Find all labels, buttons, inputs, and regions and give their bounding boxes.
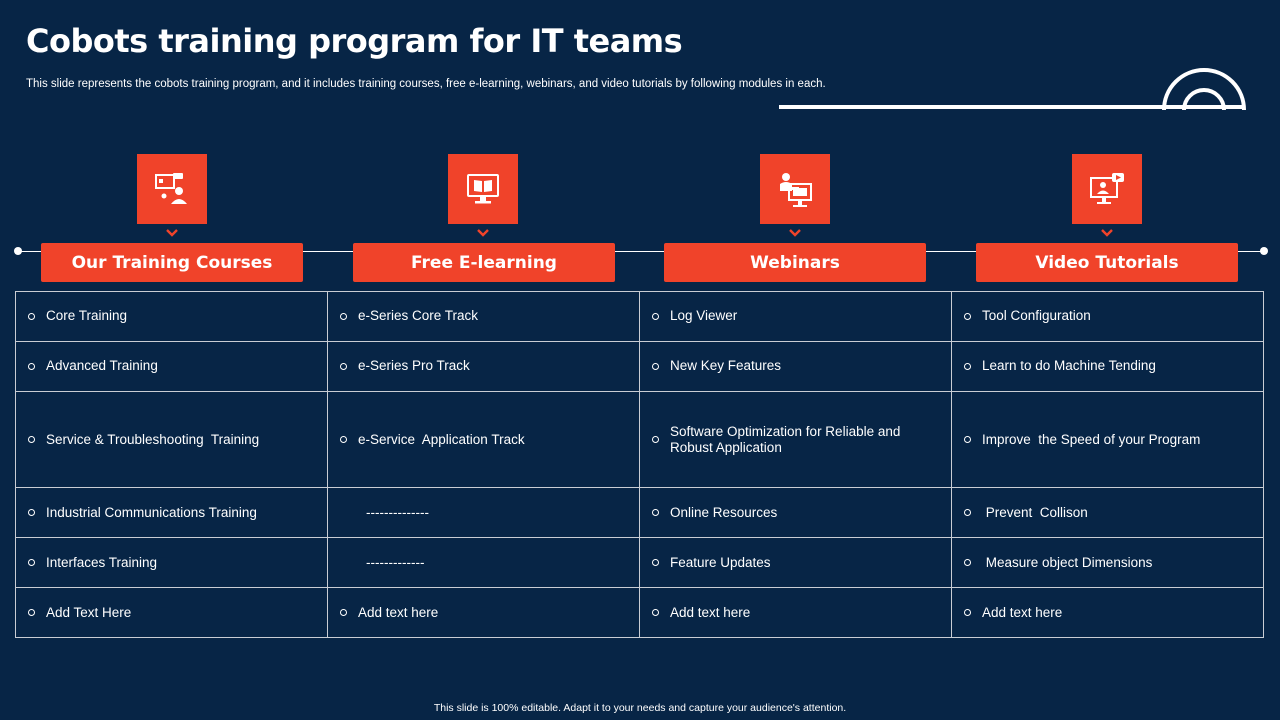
list-item-text: Log Viewer — [670, 308, 738, 324]
table-cell — [328, 341, 640, 391]
e-learning-icon-box — [448, 154, 518, 224]
list-item-text: Core Training — [46, 308, 128, 324]
list-item — [652, 555, 941, 571]
list-item — [340, 358, 629, 374]
table-cell — [328, 488, 640, 538]
list-item-text: Tool Configuration — [982, 308, 1091, 324]
list-item — [28, 605, 317, 621]
list-item-text: Add text here — [982, 604, 1063, 620]
list-item — [28, 555, 317, 571]
slide-subtitle: This slide represents the cobots training program, and it includes training courses, free e-learning, webinars, and video tutorials by following modules in each. — [26, 78, 826, 90]
table-cell — [952, 341, 1264, 391]
list-item-text: e-Series Pro Track — [358, 358, 470, 374]
table-cell — [16, 488, 328, 538]
list-item — [340, 505, 629, 521]
bullet-circle-icon — [340, 363, 347, 370]
semicircle-arc-icon — [1158, 64, 1250, 112]
bullet-circle-icon — [652, 559, 659, 566]
bullet-circle-icon — [28, 363, 35, 370]
list-item-text: Feature Updates — [670, 554, 771, 570]
list-item — [340, 555, 629, 571]
list-item — [28, 308, 317, 324]
bullet-circle-icon — [964, 436, 971, 443]
table-cell — [952, 488, 1264, 538]
table-cell — [328, 588, 640, 638]
list-item-text: Interfaces Training — [46, 554, 158, 570]
list-item — [340, 605, 629, 621]
table-row — [16, 538, 1264, 588]
list-item — [964, 308, 1253, 324]
list-item-text: Online Resources — [670, 504, 778, 520]
bullet-circle-icon — [964, 313, 971, 320]
list-item-text: Industrial Communications Training — [46, 504, 257, 520]
header-webinars: Webinars — [664, 243, 926, 282]
list-item — [964, 555, 1253, 571]
bullet-circle-icon — [340, 313, 347, 320]
table-row — [16, 588, 1264, 638]
chevron-down-icon — [789, 229, 801, 237]
table-cell — [952, 588, 1264, 638]
bullet-circle-icon — [28, 559, 35, 566]
slide-title: Cobots training program for IT teams — [26, 22, 683, 60]
list-item-text: Add Text Here — [46, 604, 132, 620]
table-cell — [640, 588, 952, 638]
list-item-text: Improve the Speed of your Program — [982, 431, 1201, 447]
table-cell — [16, 538, 328, 588]
header-free-e-learning: Free E-learning — [353, 243, 615, 282]
bullet-circle-icon — [28, 609, 35, 616]
bullet-circle-icon — [652, 363, 659, 370]
bullet-circle-icon — [28, 436, 35, 443]
table-cell — [328, 292, 640, 342]
chevron-down-icon — [477, 229, 489, 237]
list-item-text: e-Series Core Track — [358, 308, 479, 324]
list-item — [964, 432, 1253, 448]
bullet-circle-icon — [964, 609, 971, 616]
presentation-screen-icon — [152, 169, 192, 209]
list-item-text: Add text here — [670, 604, 751, 620]
video-tutorials-icon-box — [1072, 154, 1142, 224]
list-item — [964, 505, 1253, 521]
table-row — [16, 488, 1264, 538]
list-item — [340, 432, 629, 448]
webinars-icon-box — [760, 154, 830, 224]
list-item — [28, 432, 317, 448]
list-item — [652, 605, 941, 621]
table-cell — [16, 292, 328, 342]
list-item-text: -------------- — [366, 504, 429, 520]
bullet-circle-icon — [964, 559, 971, 566]
table-row — [16, 341, 1264, 391]
bullet-circle-icon — [652, 313, 659, 320]
timeline-start-dot — [14, 247, 22, 255]
bullet-circle-icon — [28, 313, 35, 320]
list-item — [652, 358, 941, 374]
footer-note: This slide is 100% editable. Adapt it to your needs and capture your audience's attention. — [433, 702, 847, 714]
table-cell — [640, 341, 952, 391]
list-item-text: e-Service Application Track — [358, 431, 525, 447]
table-cell — [952, 538, 1264, 588]
list-item-text: Learn to do Machine Tending — [982, 358, 1156, 374]
table-cell — [16, 341, 328, 391]
chevron-down-icon — [166, 229, 178, 237]
list-item-text: Software Optimization for Reliable and Robust Application — [670, 423, 905, 455]
bullet-circle-icon — [340, 436, 347, 443]
list-item-text: Advanced Training — [46, 358, 158, 374]
list-item — [28, 358, 317, 374]
list-item-text: ------------- — [366, 554, 425, 570]
table-cell — [328, 391, 640, 488]
table-cell — [640, 292, 952, 342]
table-cell — [640, 391, 952, 488]
bullet-circle-icon — [964, 363, 971, 370]
list-item-text: Prevent Collison — [982, 504, 1088, 520]
bullet-circle-icon — [28, 509, 35, 516]
list-item-text: Service & Troubleshooting Training — [46, 431, 260, 447]
list-item — [964, 358, 1253, 374]
bullet-circle-icon — [340, 609, 347, 616]
bullet-circle-icon — [652, 609, 659, 616]
bullet-circle-icon — [652, 436, 659, 443]
chevron-down-icon — [1101, 229, 1113, 237]
bullet-circle-icon — [652, 509, 659, 516]
timeline-end-dot — [1260, 247, 1268, 255]
table-row — [16, 391, 1264, 488]
training-courses-icon-box — [137, 154, 207, 224]
list-item — [28, 505, 317, 521]
table-row — [16, 292, 1264, 342]
video-monitor-icon — [1087, 169, 1127, 209]
table-cell — [16, 391, 328, 488]
header-training-courses: Our Training Courses — [41, 243, 303, 282]
table-cell — [16, 588, 328, 638]
list-item-text: New Key Features — [670, 358, 782, 374]
monitor-book-icon — [463, 169, 503, 209]
list-item — [652, 308, 941, 324]
header-video-tutorials: Video Tutorials — [976, 243, 1238, 282]
list-item — [964, 605, 1253, 621]
presenter-monitor-icon — [775, 169, 815, 209]
bullet-circle-icon — [964, 509, 971, 516]
list-item-text: Add text here — [358, 604, 439, 620]
table-cell — [640, 538, 952, 588]
modules-table — [15, 291, 1264, 638]
list-item — [340, 308, 629, 324]
table-cell — [952, 292, 1264, 342]
list-item — [652, 424, 941, 456]
list-item — [652, 505, 941, 521]
table-cell — [952, 391, 1264, 488]
list-item-text: Measure object Dimensions — [982, 554, 1153, 570]
table-cell — [328, 538, 640, 588]
table-cell — [640, 488, 952, 538]
